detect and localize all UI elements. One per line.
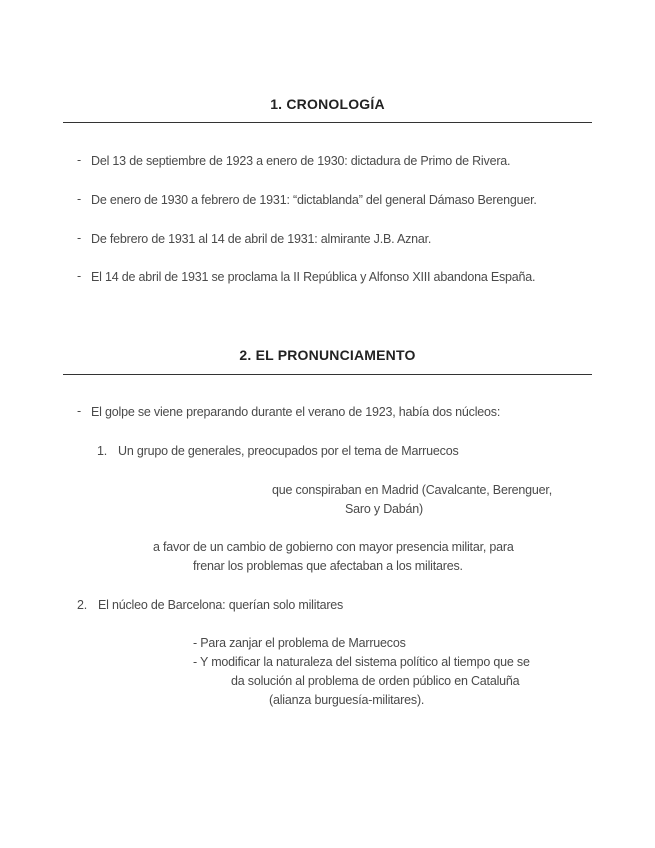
section-title-pronunciamento: 2. EL PRONUNCIAMENTO xyxy=(239,347,416,363)
numbered-marker: 2. xyxy=(77,598,88,612)
detail-text: Saro y Dabán) xyxy=(345,502,423,516)
detail-text: frenar los problemas que afectaban a los militares. xyxy=(193,559,463,573)
list-item: De enero de 1930 a febrero de 1931: “dictablanda” del general Dámaso Berenguer. xyxy=(91,193,537,207)
bullet-dash: - xyxy=(77,269,82,283)
bullet-dash: - xyxy=(77,153,82,167)
list-item: Del 13 de septiembre de 1923 a enero de 1930: dictadura de Primo de Rivera. xyxy=(91,154,511,168)
list-item: De febrero de 1931 al 14 de abril de 1931: almirante J.B. Aznar. xyxy=(91,232,432,246)
numbered-item: El núcleo de Barcelona: querían solo militares xyxy=(98,598,344,612)
detail-text: a favor de un cambio de gobierno con mayor presencia militar, para xyxy=(153,540,514,554)
detail-text: que conspiraban en Madrid (Cavalcante, Berenguer, xyxy=(272,483,552,497)
bullet-dash: - xyxy=(77,231,82,245)
list-item: El 14 de abril de 1931 se proclama la II República y Alfonso XIII abandona España. xyxy=(91,270,536,284)
section-divider xyxy=(63,374,592,375)
detail-text: - Y modificar la naturaleza del sistema político al tiempo que se xyxy=(193,655,530,669)
detail-text: da solución al problema de orden público en Cataluña xyxy=(231,674,520,688)
numbered-marker: 1. xyxy=(97,444,108,458)
list-item: El golpe se viene preparando durante el verano de 1923, había dos núcleos: xyxy=(91,405,501,419)
bullet-dash: - xyxy=(77,192,82,206)
bullet-dash: - xyxy=(77,404,82,418)
section-title-cronologia: 1. CRONOLOGÍA xyxy=(270,96,385,112)
numbered-item: Un grupo de generales, preocupados por el tema de Marruecos xyxy=(118,444,459,458)
detail-text: - Para zanjar el problema de Marruecos xyxy=(193,636,406,650)
detail-text: (alianza burguesía-militares). xyxy=(269,693,425,707)
section-divider xyxy=(63,122,592,123)
